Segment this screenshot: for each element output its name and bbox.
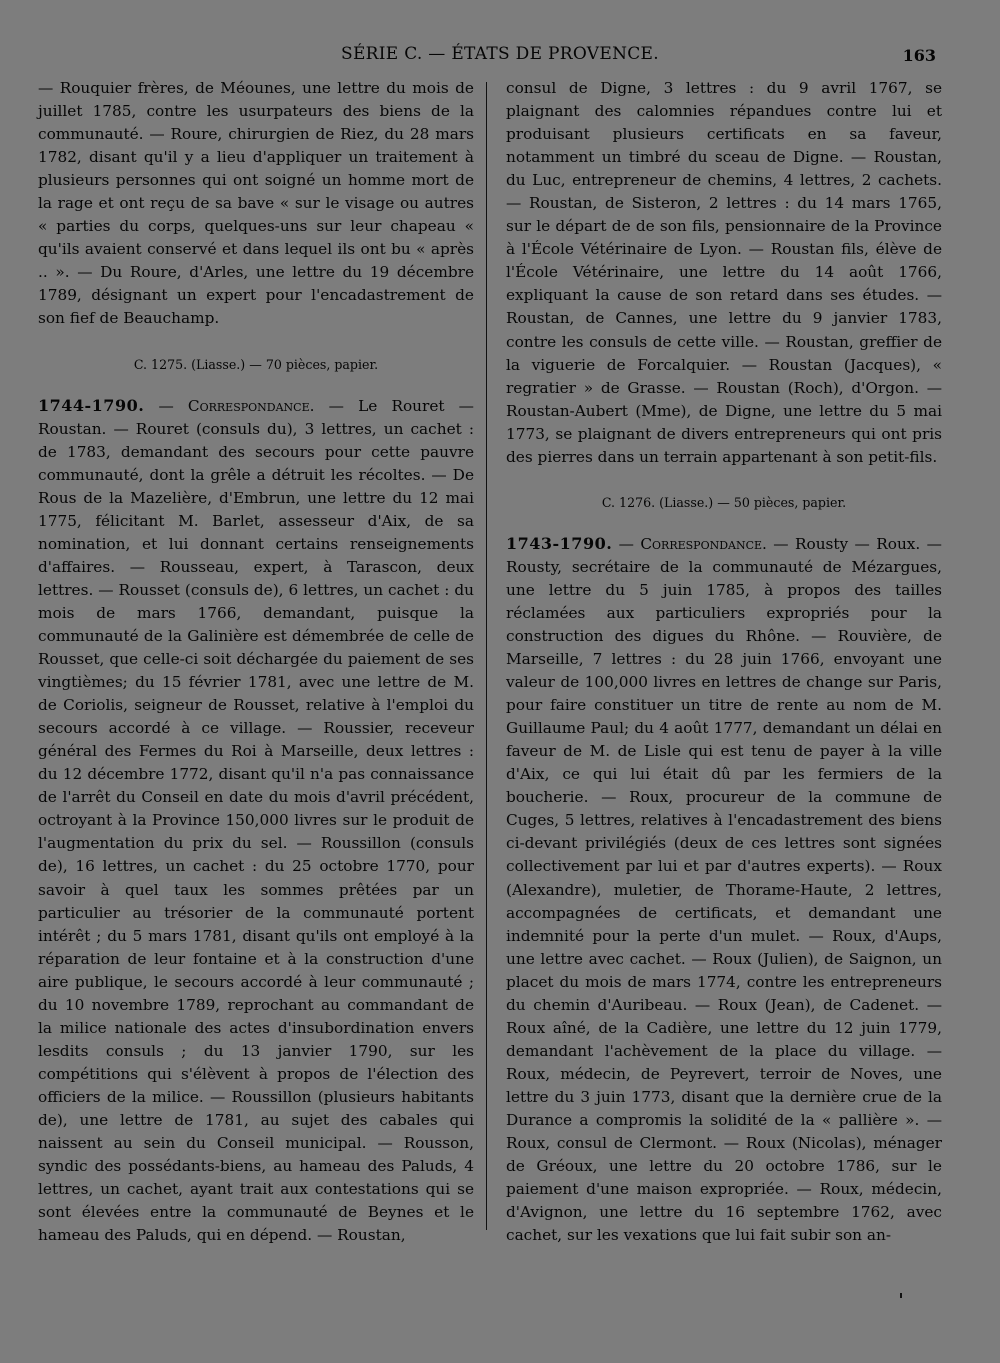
left-column: [38, 77, 474, 1247]
right-entry-text: — Rousty — Roux. — Rousty, secrétaire de la communauté de Mézargues, une lettre du 5 juin 1785, à propos des tailles réclamées aux particuliers expropriés pour la construction des digues du Rhône. — Rouvière, de Marseille, 7 lettres : du 28 juin 1766, envoyant une valeur de 100,000 livres en lettres de change sur Paris, pour faire constituer un titre de rente au nom de M. Guillaume Paul; du 4 août 1777, demandant un délai en faveur de M. de Lisle qui est tenu de payer à la ville d'Aix, ce qui lui était dû par les fermiers de la boucherie. — Roux, procureur de la commune de Cuges, 5 lettres, relatives à l'encadastrement des biens ci-devant privilégiés (deux de ces lettres sont signées collectivement par lui et par d'autres experts). — Roux (Alexandre), muletier, de Thorame-Haute, 2 lettres, accompagnées de certificats, et demandant une indemnité pour la perte d'un mulet. — Roux, d'Aups, une lettre avec cachet. — Roux (Julien), de Saignon, un placet du mois de mars 1774, contre les entrepreneurs du chemin d'Auribeau. — Roux (Jean), de Cadenet. — Roux aîné, de la Cadière, une lettre du 12 juin 1779, demandant l'achèvement de la place du village. — Roux, médecin, de Peyrevert, terroir de Noves, une lettre du 3 juin 1773, disant que la dernière crue de la Durance a compromis la solidité de la « pallière ». — Roux, consul de Clermont. — Roux (Nicolas), ménager de Gréoux, une lettre du 20 octobre 1786, sur le paiement d'une maison expropriée. — Roux, médecin, d'Avignon, une lettre du 16 septembre 1762, avec cachet, sur les vexations que lui fait subir son an-: [506, 534, 942, 1245]
right-column: [506, 77, 942, 1247]
right-entry-paragraph: [506, 532, 942, 1247]
left-entry-date: 1744-1790.: [38, 395, 145, 415]
left-entry-heading: — Correspondance.: [158, 396, 315, 415]
column-divider: [486, 82, 487, 1230]
left-archive-caption: C. 1275. (Liasse.) — 70 pièces, papier.: [133, 356, 379, 372]
page-speck: [900, 1293, 902, 1298]
left-continuation-paragraph: — Rouquier frères, de Méounes, une lettre du mois de juillet 1785, contre les usurpateurs des biens de la communauté. — Roure, chirurgien de Riez, du 28 mars 1782, disant qu'il y a lieu d'appliquer un traitement à plusieurs personnes qui ont soigné un homme mort de la rage et ont reçu de sa bave « sur le visage ou autres « parties du corps, quelques-uns sur leur chapeau « qu'ils avaient conservé et dans lequel ils ont bu « après .. ». — Du Roure, d'Arles, une lettre du 19 décembre 1789, désignant un expert pour l'encadastrement de son fief de Beauchamp.: [38, 79, 474, 328]
running-header-title: SÉRIE C. — ÉTATS DE PROVENCE.: [341, 44, 659, 64]
left-entry-text: — Le Rouret — Roustan. — Rouret (consuls du), 3 lettres, un cachet : de 1783, demandant des secours pour cette pauvre communauté, dont la grêle a détruit les récoltes. — De Rous de la Mazelière, d'Embrun, une lettre du 12 mai 1775, félicitant M. Barlet, assesseur d'Aix, de sa nomination, et lui donnant certains renseignements d'affaires. — Rousseau, expert, à Tarascon, deux lettres. — Rousset (consuls de), 6 lettres, un cachet : du mois de mars 1766, demandant, puisque la communauté de la Galinière est démembrée de celle de Rousset, que celle-ci soit déchargée du paiement de ses vingtièmes; du 15 février 1781, avec une lettre de M. de Coriolis, seigneur de Rousset, relative à l'emploi du secours accordé à ce village. — Roussier, receveur général des Fermes du Roi à Marseille, deux lettres : du 12 décembre 1772, disant qu'il n'a pas connaissance de l'arrêt du Conseil en date du mois d'avril précédent, octroyant à la Province 150,000 livres sur le produit de l'augmentation du prix du sel. — Roussillon (consuls de), 16 lettres, un cachet : du 25 octobre 1770, pour savoir à quel taux les sommes prêtées par un particulier au trésorier de la communauté portent intérêt ; du 5 mars 1781, disant qu'ils ont employé à la réparation de leur fontaine et à la construction d'une aire publique, le secours accordé à leur communauté ; du 10 novembre 1789, reprochant au commandant de la milice nationale des actes d'insubordination envers lesdits consuls ; du 13 janvier 1790, sur les compétitions qui s'élèvent à propos de l'élection des officiers de la milice. — Roussillon (plusieurs habitants de), une lettre de 1781, au sujet des cabales qui naissent au sein du Conseil municipal. — Rousson, syndic des possédants-biens, au hameau des Paluds, 4 lettres, un cachet, ayant trait aux contestations qui se sont élevées entre la communauté de Beynes et le hameau des Paluds, qui en dépend. — Roustan,: [38, 396, 474, 1245]
right-entry-date: 1743-1790.: [506, 533, 613, 553]
page-number: 163: [902, 46, 936, 65]
right-archive-caption: C. 1276. (Liasse.) — 50 pièces, papier.: [601, 494, 847, 510]
right-entry-heading: — Correspondance.: [618, 534, 767, 553]
left-entry-paragraph: [38, 394, 474, 1248]
right-continuation-paragraph: consul de Digne, 3 lettres : du 9 avril 1767, se plaignant des calomnies répandues contre lui et produisant plusieurs certificats en sa faveur, notamment un timbré du sceau de Digne. — Roustan, du Luc, entrepreneur de chemins, 4 lettres, 2 cachets. — Roustan, de Sisteron, 2 lettres : du 14 mars 1765, sur le départ de de son fils, pensionnaire de la Province à l'École Vétérinaire de Lyon. — Roustan fils, élève de l'École Vétérinaire, une lettre du 14 août 1766, expliquant la cause de son retard dans ses études. — Roustan, de Cannes, une lettre du 9 janvier 1783, contre les consuls de cette ville. — Roustan, greffier de la viguerie de Forcalquier. — Roustan (Jacques), « regratier » de Grasse. — Roustan (Roch), d'Orgon. — Roustan-Aubert (Mme), de Digne, une lettre du 5 mai 1773, se plaignant de divers entrepreneurs qui ont pris des pierres dans un terrain appartenant à son petit-fils.: [506, 79, 942, 466]
